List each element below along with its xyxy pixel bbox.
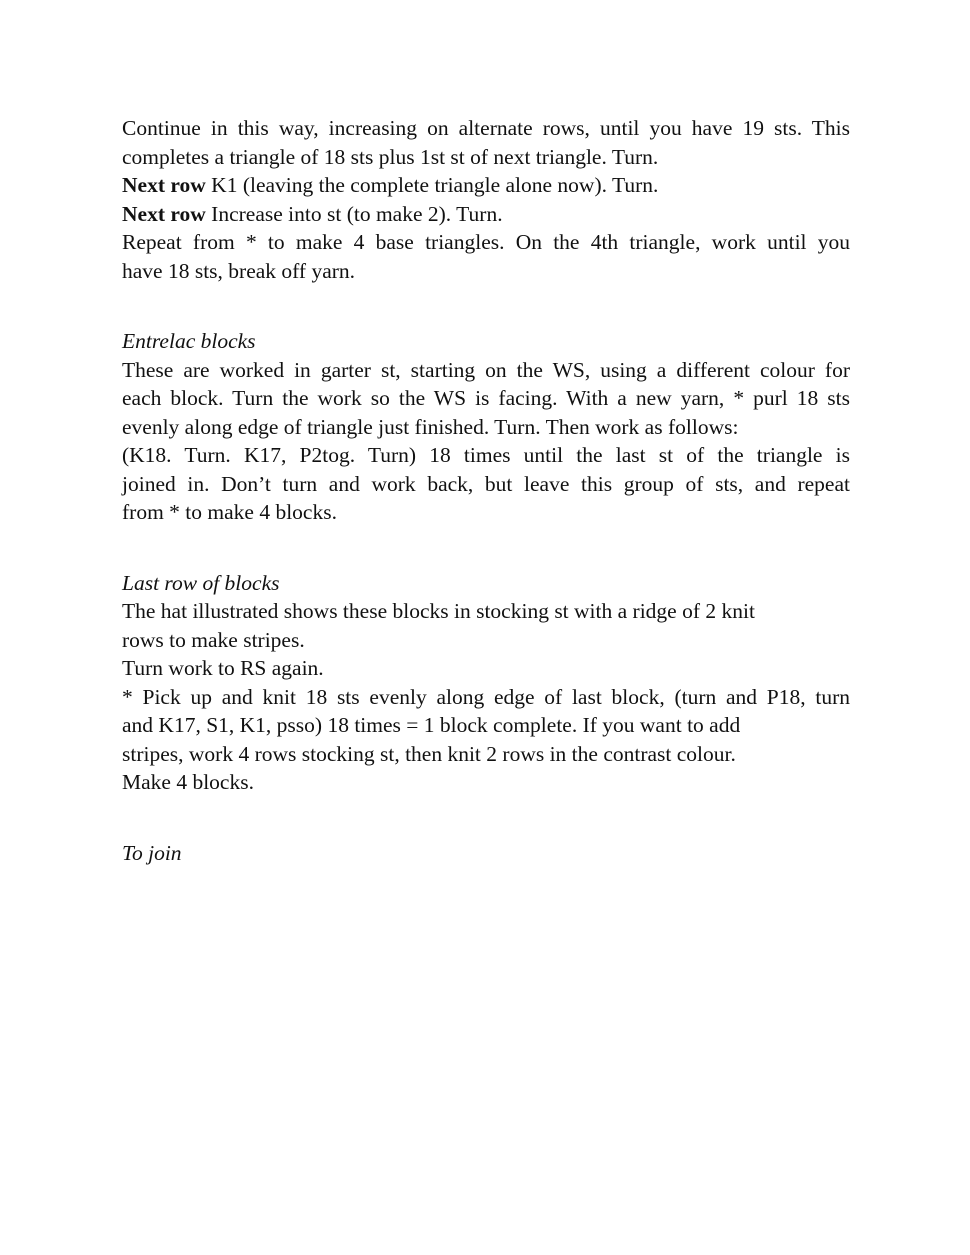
next-row-text: Increase into st (to make 2). Turn. [205, 201, 503, 226]
next-row-label: Next row [122, 201, 206, 226]
last-row-line: * Pick up and knit 18 sts evenly along edge of last block, (turn and P18, turn [122, 684, 850, 709]
entrelac-line: joined in. Don’t turn and work back, but leave this group of sts, and repeat [122, 471, 850, 496]
last-row-line: Make 4 blocks. [122, 770, 254, 794]
repeat-line-2: have 18 sts, break off yarn. [122, 258, 356, 283]
last-row-line: and K17, S1, K1, psso) 18 times = 1 block complete. If you want to add [122, 713, 741, 737]
repeat-line-1: Repeat from * to make 4 base triangles. On the 4th triangle, work until you [122, 230, 850, 254]
section-heading-entrelac: Entrelac blocks [122, 329, 256, 353]
entrelac-line: (K18. Turn. K17, P2tog. Turn) 18 times until the last st of the triangle is [122, 443, 850, 467]
page-content [122, 114, 850, 867]
section-heading-last-row: Last row of blocks [122, 570, 280, 595]
last-row-line: stripes, work 4 rows stocking st, then knit 2 rows in the contrast colour. [122, 741, 736, 766]
section-spacer [122, 285, 850, 327]
section-spacer [122, 527, 850, 569]
entrelac-line: each block. Turn the work so the WS is facing. With a new yarn, * purl 18 sts [122, 386, 850, 410]
next-row-label: Next row [122, 173, 206, 197]
next-row-instruction-2 [122, 200, 850, 229]
intro-line-2: completes a triangle of 18 sts plus 1st st of next triangle. Turn. [122, 144, 659, 169]
section-heading-to-join: To join [122, 840, 182, 865]
last-row-line: Turn work to RS again. [122, 656, 324, 680]
entrelac-line: These are worked in garter st, starting on the WS, using a different colour for [122, 357, 850, 382]
last-row-line: The hat illustrated shows these blocks in stocking st with a ridge of 2 knit [122, 599, 755, 623]
entrelac-line: from * to make 4 blocks. [122, 500, 337, 524]
last-row-line: rows to make stripes. [122, 627, 305, 652]
intro-line-1: Continue in this way, increasing on alternate rows, until you have 19 sts. This [122, 116, 850, 140]
next-row-instruction-1 [122, 171, 850, 200]
next-row-text: K1 (leaving the complete triangle alone now). Turn. [205, 173, 659, 197]
section-spacer [122, 797, 850, 839]
entrelac-line: evenly along edge of triangle just finished. Turn. Then work as follows: [122, 414, 739, 439]
